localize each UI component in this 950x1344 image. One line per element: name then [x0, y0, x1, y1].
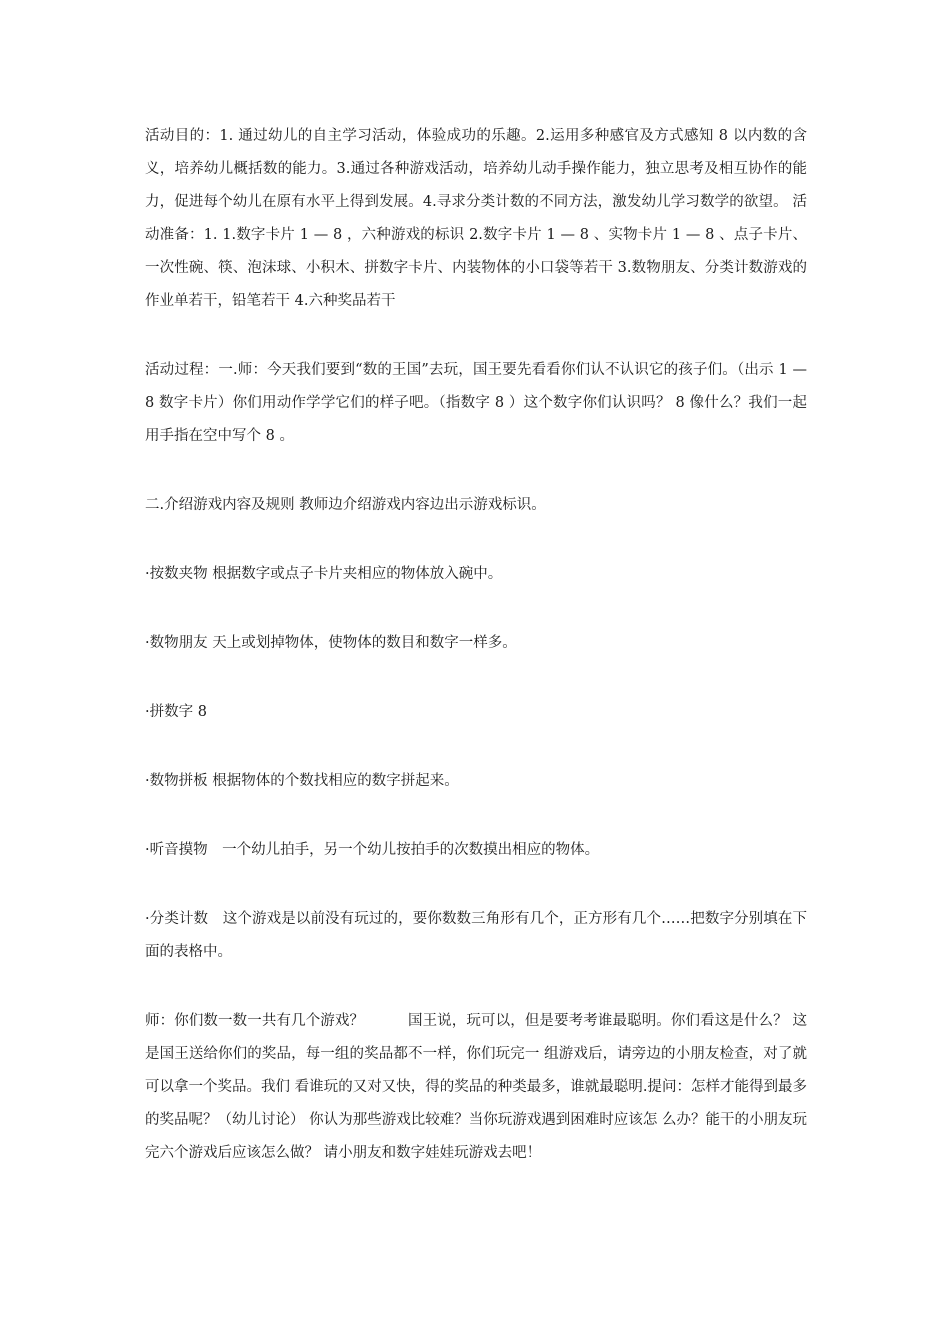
list-item-game-1: ·按数夹物 根据数字或点子卡片夹相应的物体放入碗中。 — [145, 566, 503, 582]
paragraph-goals-preparation: 活动目的：1. 通过幼儿的自主学习活动，体验成功的乐趣。2.运用多种感官及方式感知 8 以内数的含义，培养幼儿概括数的能力。3.通过各种游戏活动，培养幼儿动手操作能力，独立思考及相互协作的能力，促进每个幼儿在原有水平上得到发展。4.寻求分类计数的不同方法，激发幼儿学习数学的欲望。 活动准备：1. 1.数字卡片 1 — 8 ，六种游戏的标识 2.数字卡片 1 — 8 、实物卡片 1 — 8 、点子卡片、一次性碗、筷、泡沫球、小积木、拼数字卡片、内装物体的小口袋等若干 3.数物朋友、分类计数游戏的作业单若干，铅笔若干 4.六种奖品若干 — [145, 128, 807, 309]
paragraph-teacher-closing: 师：你们数一数一共有几个游戏？ 国王说，玩可以，但是要考考谁最聪明。你们看这是什么？ 这是国王送给你们的奖品，每一组的奖品都不一样，你们玩完一 组游戏后，请旁边的小朋友检查，对了就可以拿一个奖品。我们 看谁玩的又对又快，得的奖品的种类最多，谁就最聪明.提问：怎样才能得到最多的奖品呢？（幼儿讨论） 你认为那些游戏比较难？当你玩游戏遇到困难时应该怎 么办？能干的小朋友玩完六个游戏后应该怎么做？ 请小朋友和数字娃娃玩游戏去吧！ — [145, 1013, 807, 1161]
list-item-game-3: ·拼数字 8 — [145, 704, 207, 720]
paragraph-process-intro: 活动过程：一.师：今天我们要到“数的王国”去玩，国王要先看看你们认不认识它的孩子们。（出示 1 — 8 数字卡片）你们用动作学学它们的样子吧。（指数字 8 ）这个数字你们认识吗？ 8 像什么？我们一起用手指在空中写个 8 。 — [145, 362, 807, 444]
document-page — [145, 120, 807, 1170]
list-item-game-2: ·数物朋友 天上或划掉物体，使物体的数目和数字一样多。 — [145, 635, 517, 651]
list-item-game-5: ·听音摸物 一个幼儿拍手，另一个幼儿按拍手的次数摸出相应的物体。 — [145, 842, 600, 858]
paragraph-game-rules-heading: 二.介绍游戏内容及规则 教师边介绍游戏内容边出示游戏标识。 — [145, 497, 546, 513]
list-item-game-4: ·数物拼板 根据物体的个数找相应的数字拼起来。 — [145, 773, 459, 789]
list-item-game-6: ·分类计数 这个游戏是以前没有玩过的，要你数数三角形有几个，正方形有几个……把数字分别填在下面的表格中。 — [145, 911, 807, 960]
